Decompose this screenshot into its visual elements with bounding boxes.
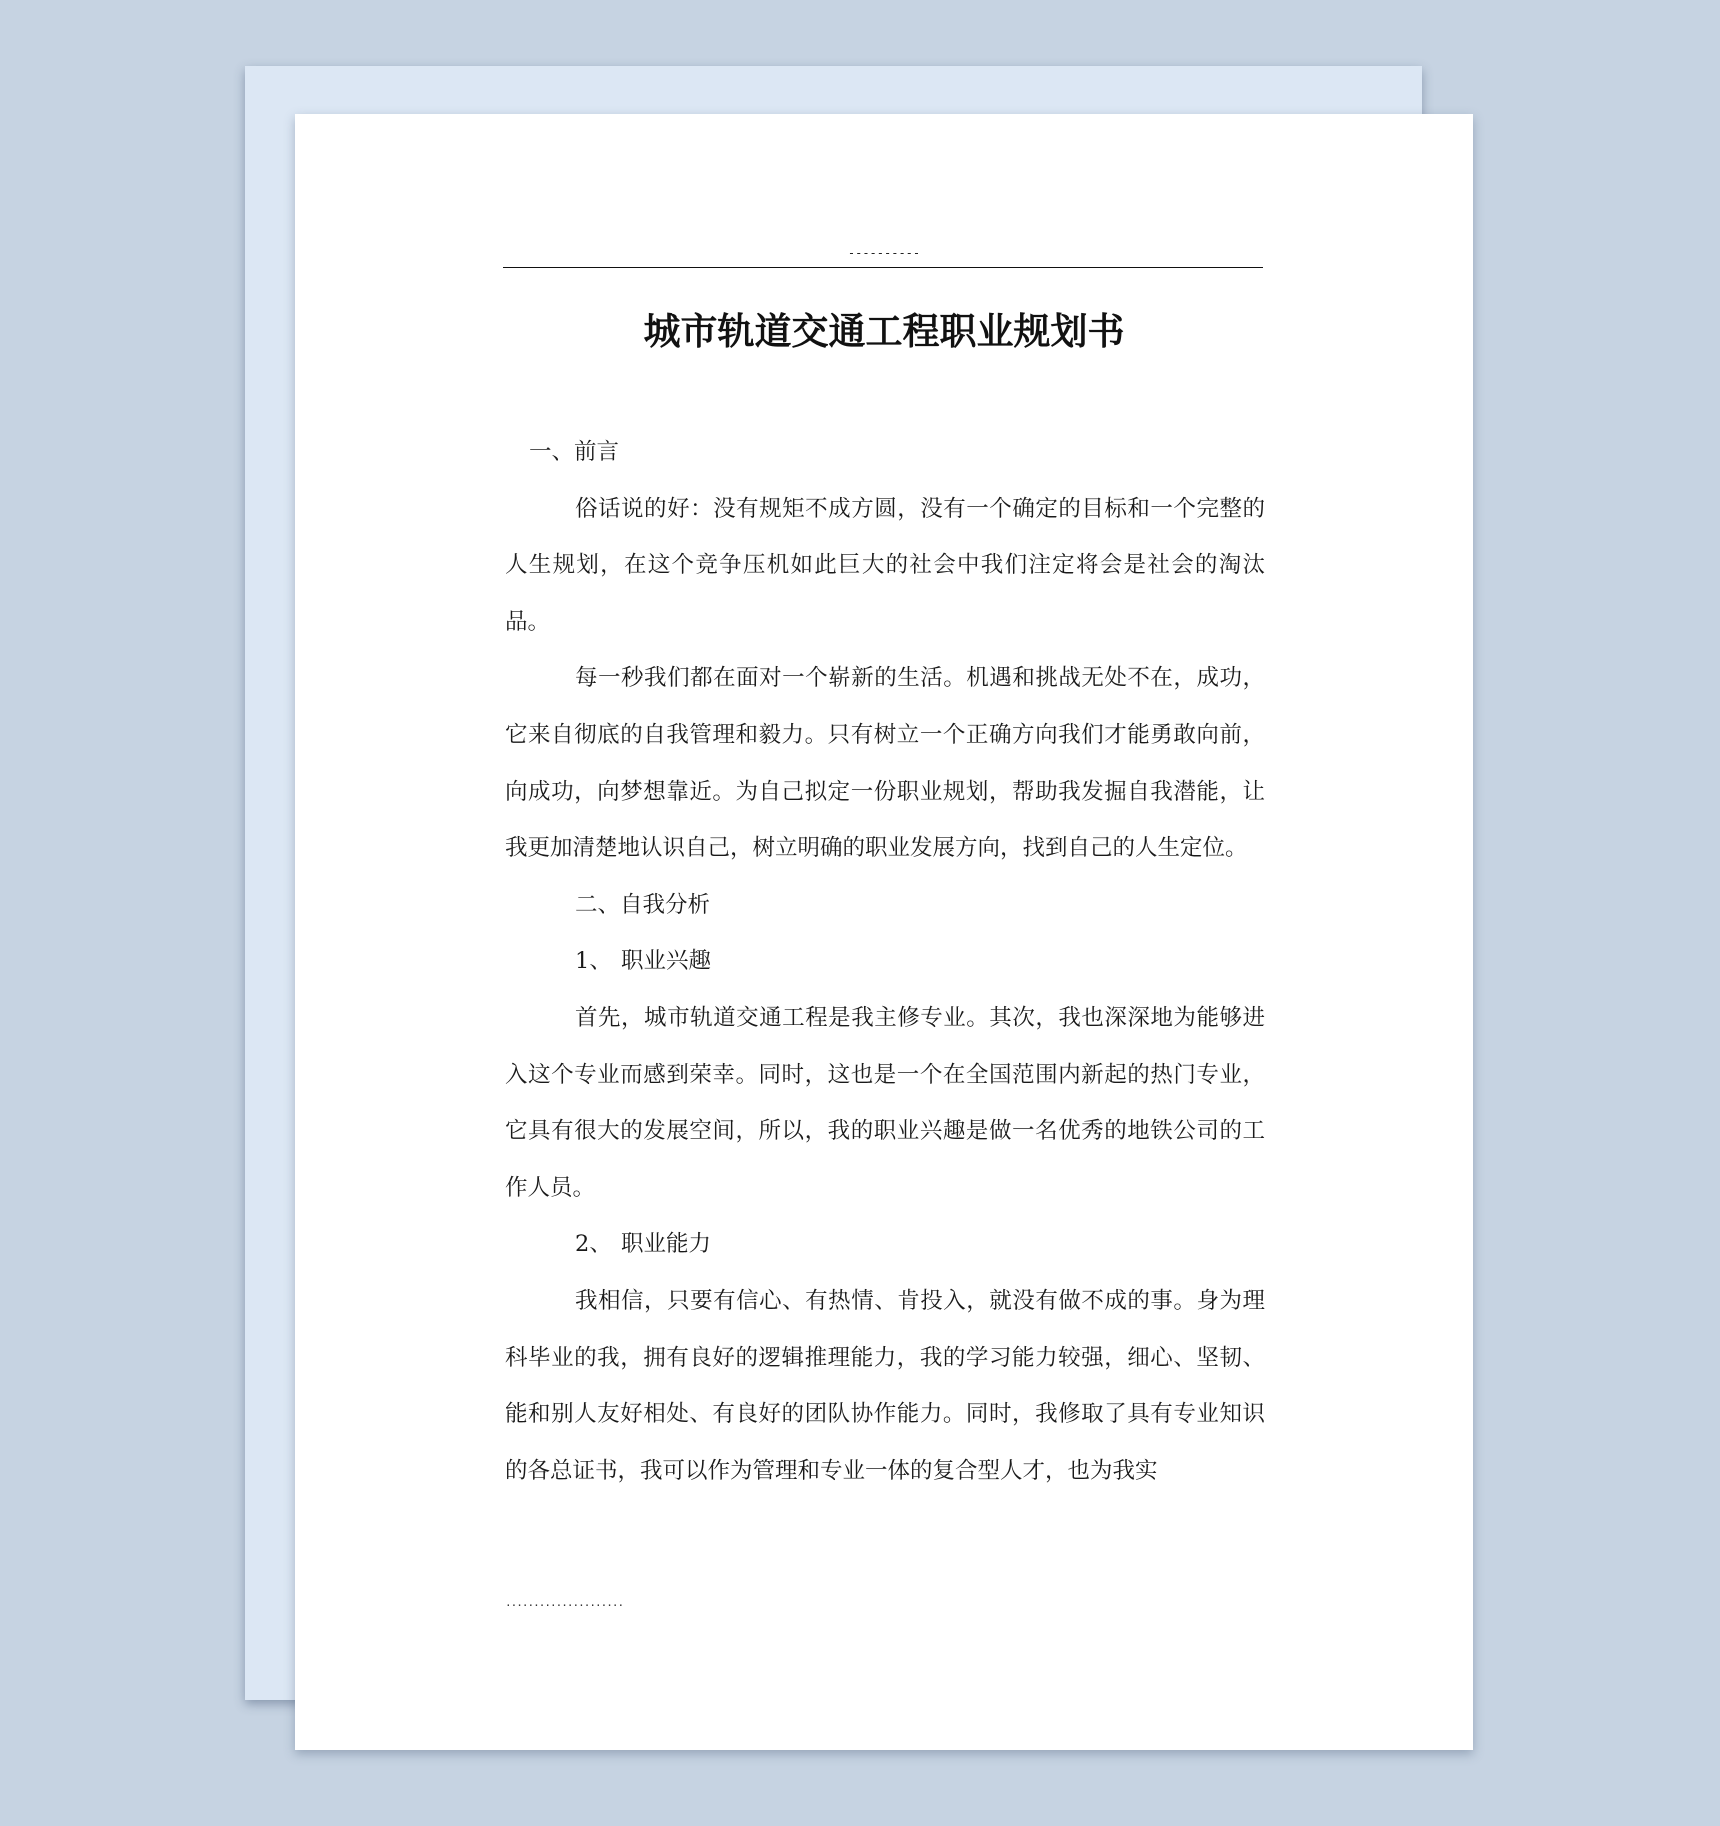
header-mark: ----------: [847, 246, 921, 260]
document-body: [505, 424, 1265, 1499]
subheading-career-interest: [505, 933, 1265, 990]
subheading-career-ability: [505, 1216, 1265, 1273]
paragraph-career-ability: 我相信，只要有信心、有热情、肯投入，就没有做不成的事。身为理科毕业的我，拥有良好的逻辑推理能力，我的学习能力较强，细心、坚韧、能和别人友好相处、有良好的团队协作能力。同时，我修取了具有专业知识的各总证书，我可以作为管理和专业一体的复合型人才，也为我实: [505, 1287, 1265, 1484]
subheading-number: 1、: [575, 948, 612, 975]
document-title: 城市轨道交通工程职业规划书: [643, 310, 1125, 353]
section-heading-preface: 一、前言: [529, 439, 620, 465]
subheading-label: 职业能力: [621, 1231, 712, 1258]
paragraph-career-interest: 首先，城市轨道交通工程是我主修专业。其次，我也深深地为能够进入这个专业而感到荣幸。同时，这也是一个在全国范围内新起的热门专业，它具有很大的发展空间，所以，我的职业兴趣是做一名优秀的地铁公司的工作人员。: [505, 1004, 1265, 1201]
paragraph-preface-1: 俗话说的好：没有规矩不成方圆，没有一个确定的目标和一个完整的人生规划，在这个竞争压机如此巨大的社会中我们注定将会是社会的淘汰品。: [505, 495, 1265, 635]
paragraph-preface-2: 每一秒我们都在面对一个崭新的生活。机遇和挑战无处不在，成功，它来自彻底的自我管理和毅力。只有树立一个正确方向我们才能勇敢向前，向成功，向梦想靠近。为自己拟定一份职业规划，帮助我发掘自我潜能，让我更加清楚地认识自己，树立明确的职业发展方向，找到自己的人生定位。: [505, 665, 1265, 862]
section-heading-self-analysis: 二、自我分析: [575, 891, 711, 918]
header-rule: [503, 267, 1263, 268]
subheading-label: 职业兴趣: [621, 948, 712, 975]
footer-mark: .....................: [505, 1596, 624, 1609]
subheading-number: 2、: [575, 1231, 612, 1258]
document-page: [295, 114, 1473, 1750]
